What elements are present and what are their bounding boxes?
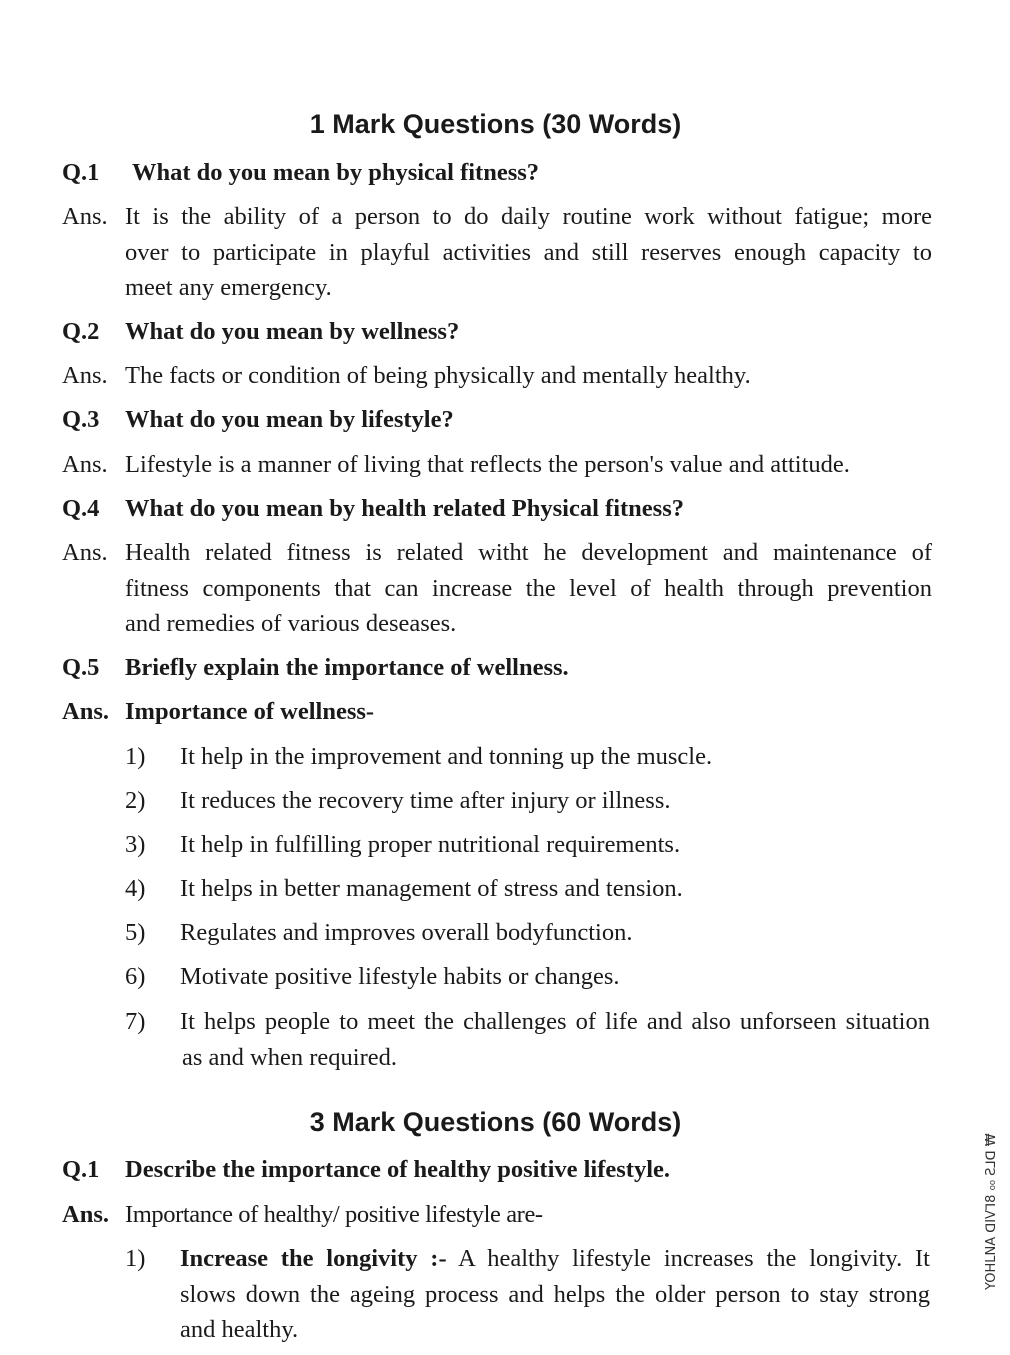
item-text: It helps in better management of stress and tension. — [180, 875, 683, 902]
item-text: It reduces the recovery time after injury or illness. — [180, 787, 671, 814]
item-number: 1) — [125, 743, 146, 770]
answer-text — [125, 535, 932, 642]
question-label: Q.4 — [62, 495, 100, 522]
item-number: 5) — [125, 919, 146, 946]
question-label: Q.2 — [62, 318, 100, 345]
item-number: 4) — [125, 875, 146, 902]
answer-label: Ans. — [62, 451, 108, 478]
answer-label: Ans. — [62, 698, 109, 725]
list-item — [125, 1004, 930, 1076]
answer-line: fitness components that can increase the level of health through prevention — [125, 574, 932, 602]
question-row — [62, 1152, 932, 1188]
answer-row — [62, 1197, 932, 1233]
answer-row — [62, 358, 932, 394]
question-text: Describe the importance of healthy positive lifestyle. — [125, 1156, 671, 1183]
question-text: What do you mean by health related Physical fitness? — [125, 495, 684, 522]
item-line-rest: A healthy lifestyle increases the longivity. It — [446, 1245, 930, 1272]
item-term: Increase the longivity :- — [180, 1245, 447, 1272]
item-text: It help in the improvement and tonning up the muscle. — [180, 743, 713, 770]
answer-label: Ans. — [62, 203, 108, 230]
question-text: What do you mean by physical fitness? — [132, 159, 540, 186]
question-row — [62, 650, 932, 686]
item-line: slows down the ageing process and helps the older person to stay strong — [180, 1280, 930, 1308]
question-label: Q.1 — [62, 1156, 100, 1183]
answer-line: meet any emergency. — [125, 274, 332, 301]
question-label: Q.3 — [62, 406, 100, 433]
question-row — [62, 491, 932, 527]
answer-row — [62, 199, 932, 307]
answer-line: over to participate in playful activities and still reserves enough capacity to — [125, 238, 932, 266]
section-heading: 1 Mark Questions (30 Words) — [309, 109, 682, 139]
question-row — [62, 314, 932, 350]
answer-line: Health related fitness is related witht he development and maintenance of — [125, 539, 932, 566]
list-item — [125, 1241, 930, 1349]
answer-label: Ans. — [62, 539, 108, 566]
item-text — [180, 1241, 930, 1348]
item-text: Motivate positive lifestyle habits or changes. — [180, 963, 620, 990]
question-label: Q.5 — [62, 654, 100, 681]
answer-line: and remedies of various deseases. — [125, 610, 457, 637]
side-stamp-text: YOHLNA ᗡIVꓶ8 ₀₀ Ƨ⅃ᗡ ₩ — [984, 1133, 999, 1290]
item-line: as and when required. — [182, 1043, 397, 1071]
item-number: 3) — [125, 831, 146, 858]
answer-row — [62, 694, 932, 730]
item-number: 2) — [125, 787, 146, 814]
question-row — [62, 155, 932, 191]
answer-line: Lifestyle is a manner of living that reflects the person's value and attitude. — [125, 451, 850, 478]
item-text: Regulates and improves overall bodyfunction. — [180, 919, 633, 946]
answer-line: The facts or condition of being physically and mentally healthy. — [125, 362, 751, 389]
question-label: Q.1 — [62, 159, 100, 186]
item-line — [180, 1241, 930, 1277]
section-heading: 3 Mark Questions (60 Words) — [309, 1107, 682, 1137]
answer-intro: Importance of healthy/ positive lifestyle are- — [125, 1201, 543, 1228]
item-line: and healthy. — [180, 1316, 299, 1343]
question-text: What do you mean by wellness? — [125, 318, 460, 345]
item-line: It helps people to meet the challenges of life and also unforseen situation — [180, 1008, 930, 1035]
item-number: 6) — [125, 963, 146, 990]
item-text: It help in fulfilling proper nutritional requirements. — [180, 831, 681, 858]
answer-row — [62, 447, 932, 483]
item-number: 7) — [125, 1008, 146, 1035]
answer-label: Ans. — [62, 1201, 109, 1228]
question-text: What do you mean by lifestyle? — [125, 406, 454, 433]
answer-row — [62, 535, 932, 643]
answer-label: Ans. — [62, 362, 108, 389]
answer-intro: Importance of wellness- — [125, 698, 375, 725]
item-text — [180, 1004, 930, 1075]
item-number: 1) — [125, 1245, 146, 1272]
answer-text — [125, 199, 932, 306]
question-row — [62, 402, 932, 438]
question-text: Briefly explain the importance of wellness. — [125, 654, 569, 681]
side-stamp — [948, 1110, 999, 1290]
answer-line: It is the ability of a person to do daily routine work without fatigue; more — [125, 203, 932, 230]
